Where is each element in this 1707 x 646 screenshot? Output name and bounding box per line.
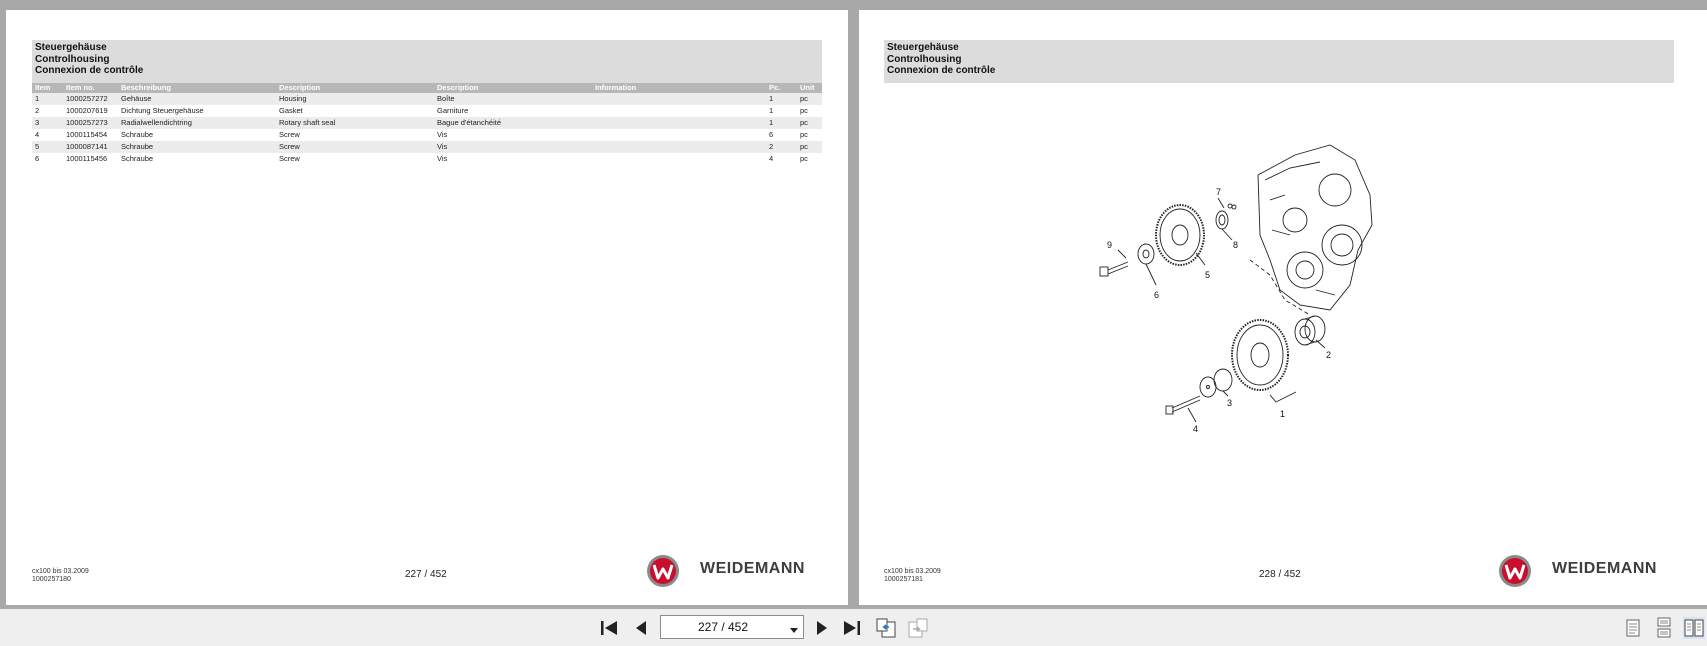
page-number-value: 227 / 452 — [697, 620, 749, 634]
cell-info — [592, 105, 766, 117]
cell-en: Gasket — [279, 106, 303, 115]
cell-pc: 1 — [766, 93, 797, 105]
col-description-en: Description — [276, 83, 434, 93]
col-beschreibung: Beschreibung — [118, 83, 276, 93]
first-page-icon — [600, 620, 618, 636]
footer-model: cx100 bis 03.2009 — [32, 568, 89, 575]
cell-fr: Bague d'étanchéité — [434, 117, 592, 129]
callout-1: 1 — [1280, 409, 1286, 419]
callout-3: 3 — [1227, 398, 1233, 408]
cell-pc: 2 — [766, 141, 797, 153]
cell-en: Screw — [279, 154, 300, 163]
cell-item-no: 1000257273 — [63, 117, 118, 129]
two-page-view-button[interactable] — [1683, 617, 1705, 639]
cell-info — [592, 93, 766, 105]
callout-4: 4 — [1193, 424, 1199, 434]
header-title-fr: Connexion de contrôle — [35, 65, 144, 76]
cell-en: Screw — [279, 130, 300, 139]
table-row — [32, 153, 822, 165]
cell-de: Schraube — [121, 130, 154, 139]
history-forward-button[interactable] — [907, 617, 929, 639]
cell-pc: 6 — [769, 130, 774, 139]
cell-item-no: 1000087141 — [63, 141, 118, 153]
cell-info — [592, 117, 766, 129]
cell-de: Schraube — [121, 154, 154, 163]
cell-pc: 1 — [769, 106, 774, 115]
history-forward-icon — [907, 618, 929, 638]
right-page — [859, 10, 1707, 605]
table-row — [32, 105, 822, 117]
page-number-select[interactable] — [660, 615, 804, 639]
brand-name: WEIDEMANN — [1552, 560, 1657, 577]
cell-item: 3 — [32, 117, 63, 129]
col-information: Information — [592, 83, 766, 93]
chevron-down-icon — [790, 623, 798, 637]
prev-page-icon — [634, 620, 648, 636]
two-page-icon — [1684, 619, 1704, 637]
cell-fr: Vis — [437, 130, 448, 139]
cell-unit: pc — [797, 141, 822, 153]
cell-fr: Vis — [434, 141, 592, 153]
cell-en: Rotary shaft seal — [276, 117, 434, 129]
cell-item: 6 — [35, 154, 40, 163]
header-title-de: Steuergehäuse — [35, 42, 107, 53]
section-header — [884, 40, 1674, 83]
cell-pc: 4 — [769, 154, 774, 163]
header-title-de: Steuergehäuse — [887, 42, 959, 53]
cell-unit: pc — [800, 130, 808, 139]
cell-item: 1 — [32, 93, 63, 105]
last-page-button[interactable] — [841, 617, 863, 639]
left-page — [6, 10, 848, 605]
section-header — [32, 40, 822, 83]
footer-doc-number: 1000257181 — [884, 576, 923, 583]
single-page-view-button[interactable] — [1622, 617, 1644, 639]
table-header-row — [32, 83, 822, 93]
cell-item-no: 1000257272 — [63, 93, 118, 105]
callout-2: 2 — [1326, 350, 1332, 360]
footer-model: cx100 bis 03.2009 — [884, 568, 941, 575]
footer-info — [32, 568, 89, 584]
header-title-en: Controlhousing — [35, 53, 110, 65]
table-row — [32, 117, 822, 129]
header-title-fr: Connexion de contrôle — [887, 65, 996, 76]
footer-info — [884, 568, 941, 584]
col-item: Item — [32, 83, 63, 93]
cell-item-no: 1000115454 — [66, 130, 108, 139]
cell-de: Dichtung Steuergehäuse — [121, 106, 204, 115]
continuous-icon — [1655, 618, 1673, 638]
last-page-icon — [843, 620, 861, 636]
cell-unit: pc — [800, 154, 808, 163]
cell-pc: 1 — [766, 117, 797, 129]
cell-info — [592, 141, 766, 153]
continuous-view-button[interactable] — [1653, 617, 1675, 639]
viewer-toolbar — [0, 609, 1707, 646]
cell-unit: pc — [797, 117, 822, 129]
cell-de: Radialwellendichtring — [118, 117, 276, 129]
single-page-icon — [1625, 619, 1641, 637]
cell-fr: Boîte — [434, 93, 592, 105]
cell-info — [592, 153, 766, 165]
callout-8: 8 — [1233, 240, 1239, 250]
weidemann-logo-icon — [646, 554, 680, 588]
cell-en: Housing — [276, 93, 434, 105]
cell-de: Gehäuse — [118, 93, 276, 105]
cell-en: Screw — [276, 141, 434, 153]
first-page-button[interactable] — [598, 617, 620, 639]
cell-item: 4 — [35, 130, 40, 139]
col-pc: Pc. — [766, 83, 797, 93]
cell-item: 2 — [35, 106, 40, 115]
table-row — [32, 129, 822, 141]
history-back-button[interactable] — [875, 617, 897, 639]
callout-5: 5 — [1205, 270, 1211, 280]
weidemann-logo-icon — [1498, 554, 1532, 588]
table-row — [32, 141, 822, 153]
parts-table — [32, 83, 822, 165]
col-unit: Unit — [797, 83, 822, 93]
cell-de: Schraube — [118, 141, 276, 153]
footer-page-number: 228 / 452 — [1259, 569, 1301, 580]
cell-item-no: 1000207619 — [66, 106, 108, 115]
brand-name: WEIDEMANN — [700, 560, 805, 577]
cell-item: 5 — [32, 141, 63, 153]
next-page-button[interactable] — [811, 617, 833, 639]
cell-item-no: 1000115456 — [66, 154, 108, 163]
footer-page-number: 227 / 452 — [405, 569, 447, 580]
history-back-icon — [875, 618, 897, 638]
col-item-no: Item no. — [63, 83, 118, 93]
header-title-en: Controlhousing — [887, 53, 962, 65]
callout-9: 9 — [1107, 240, 1113, 250]
callout-6: 6 — [1154, 290, 1160, 300]
cell-fr: Vis — [437, 154, 448, 163]
exploded-parts-diagram — [1107, 140, 1420, 465]
col-description-fr: Description — [434, 83, 592, 93]
cell-info — [592, 129, 766, 141]
cell-unit: pc — [800, 106, 808, 115]
cell-fr: Garniture — [437, 106, 469, 115]
footer-doc-number: 1000257180 — [32, 576, 71, 583]
callout-7: 7 — [1216, 187, 1222, 197]
cell-unit: pc — [797, 93, 822, 105]
prev-page-button[interactable] — [630, 617, 652, 639]
next-page-icon — [815, 620, 829, 636]
table-row — [32, 93, 822, 105]
